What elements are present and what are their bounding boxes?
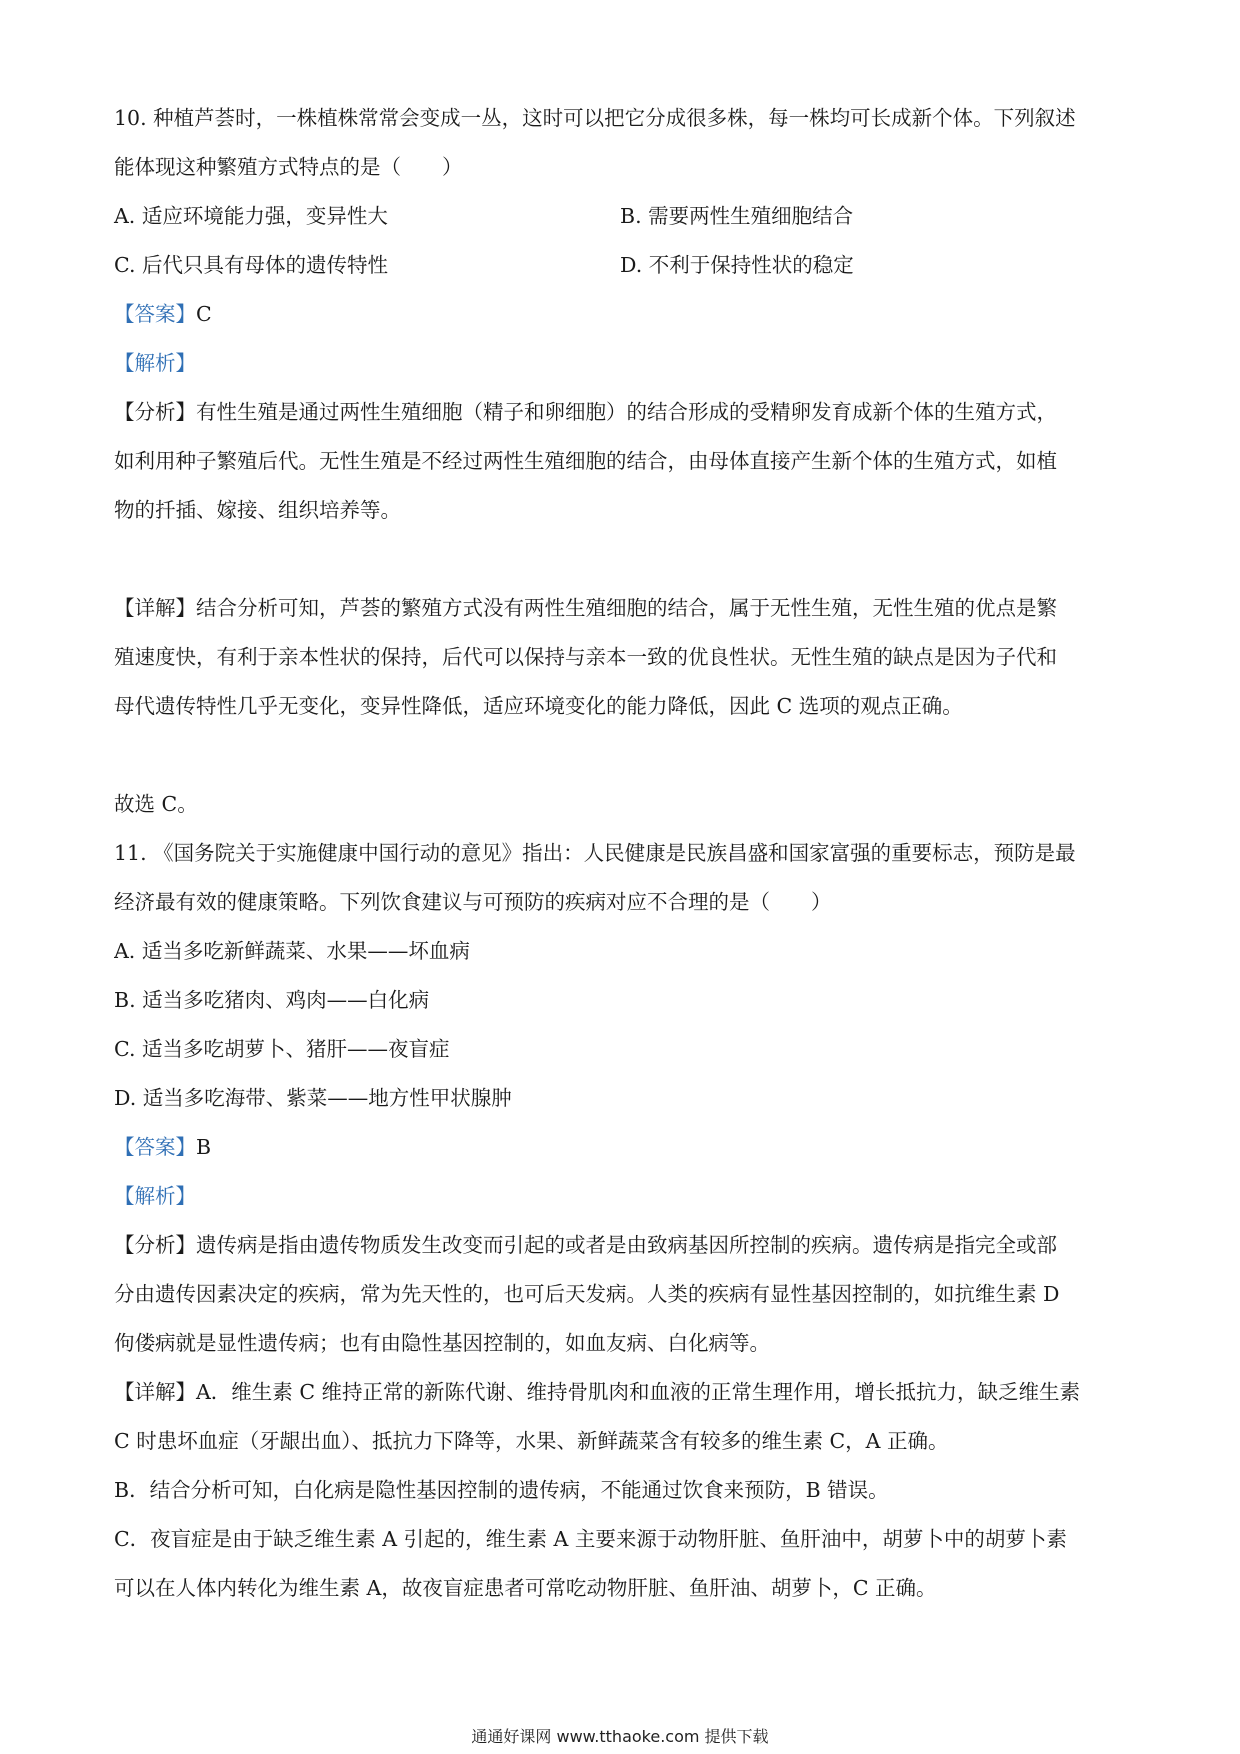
analysis-tag: 【分析】 — [114, 400, 196, 424]
detail-text: 结合分析可知，芦荟的繁殖方式没有两性生殖细胞的结合，属于无性生殖，无性生殖的优点是繁 — [196, 596, 1057, 620]
q10-option-c: C. 后代只具有母体的遗传特性 — [114, 253, 388, 277]
q10-jiexi-tag: 【解析】 — [114, 351, 196, 375]
detail-tag: 【详解】 — [114, 1380, 196, 1404]
q11-detail-b: B．结合分析可知，白化病是隐性基因控制的遗传病，不能通过饮食来预防，B 错误。 — [114, 1478, 889, 1502]
q11-option-b: B. 适当多吃猪肉、鸡肉——白化病 — [114, 988, 430, 1012]
answer-tag: 【答案】 — [114, 302, 196, 326]
q10-detail-line1 — [114, 593, 1134, 623]
answer-tag: 【答案】 — [114, 1135, 196, 1159]
q10-analysis-line3: 物的扦插、嫁接、组织培养等。 — [114, 498, 401, 522]
q11-option-a: A. 适当多吃新鲜蔬菜、水果——坏血病 — [114, 939, 470, 963]
q10-analysis-line2: 如利用种子繁殖后代。无性生殖是不经过两性生殖细胞的结合，由母体直接产生新个体的生殖方式，如植 — [114, 449, 1057, 473]
q10-analysis-line1 — [114, 397, 1134, 427]
detail-text: A．维生素 C 维持正常的新陈代谢、维持骨肌肉和血液的正常生理作用，增长抵抗力，缺乏维生素 — [196, 1380, 1081, 1404]
q10-stem-line2: 能体现这种繁殖方式特点的是（ ） — [114, 155, 463, 179]
q10-option-d: D. 不利于保持性状的稳定 — [620, 253, 854, 277]
q11-detail-c-line2: 可以在人体内转化为维生素 A，故夜盲症患者可常吃动物肝脏、鱼肝油、胡萝卜，C 正确。 — [114, 1576, 937, 1600]
q11-answer — [114, 1132, 1134, 1162]
q11-stem-line1: 11. 《国务院关于实施健康中国行动的意见》指出：人民健康是民族昌盛和国家富强的重要标志，预防是最 — [114, 841, 1076, 865]
analysis-text: 有性生殖是通过两性生殖细胞（精子和卵细胞）的结合形成的受精卵发育成新个体的生殖方式， — [196, 400, 1057, 424]
q10-option-a: A. 适应环境能力强，变异性大 — [114, 204, 388, 228]
q11-option-c: C. 适当多吃胡萝卜、猪肝——夜盲症 — [114, 1037, 450, 1061]
analysis-text: 遗传病是指由遗传物质发生改变而引起的或者是由致病基因所控制的疾病。遗传病是指完全或部 — [196, 1233, 1057, 1257]
q11-jiexi-tag: 【解析】 — [114, 1184, 196, 1208]
page-footer: 通通好课网 www.tthaoke.com 提供下载 — [471, 1727, 769, 1746]
answer-value: B — [196, 1135, 212, 1159]
q11-option-d: D. 适当多吃海带、紫菜——地方性甲状腺肿 — [114, 1086, 512, 1110]
analysis-tag: 【分析】 — [114, 1233, 196, 1257]
q11-analysis-line1 — [114, 1230, 1134, 1260]
q10-option-b: B. 需要两性生殖细胞结合 — [620, 204, 854, 228]
answer-value: C — [196, 302, 212, 326]
detail-tag: 【详解】 — [114, 596, 196, 620]
q11-analysis-line2: 分由遗传因素决定的疾病，常为先天性的，也可后天发病。人类的疾病有显性基因控制的，如抗维生素 D — [114, 1282, 1060, 1306]
q11-detail-a-line2: C 时患坏血症（牙龈出血）、抵抗力下降等，水果、新鲜蔬菜含有较多的维生素 C，A 正确。 — [114, 1429, 949, 1453]
q11-analysis-line3: 佝偻病就是显性遗传病；也有由隐性基因控制的，如血友病、白化病等。 — [114, 1331, 770, 1355]
q10-detail-line3: 母代遗传特性几乎无变化，变异性降低，适应环境变化的能力降低，因此 C 选项的观点正确。 — [114, 694, 963, 718]
q10-detail-line2: 殖速度快，有利于亲本性状的保持，后代可以保持与亲本一致的优良性状。无性生殖的缺点是因为子代和 — [114, 645, 1057, 669]
q11-detail-c-line1: C．夜盲症是由于缺乏维生素 A 引起的，维生素 A 主要来源于动物肝脏、鱼肝油中，胡萝卜中的胡萝卜素 — [114, 1527, 1067, 1551]
q10-answer — [114, 299, 1134, 329]
q11-stem-line2: 经济最有效的健康策略。下列饮食建议与可预防的疾病对应不合理的是（ ） — [114, 890, 832, 914]
q10-stem-line1: 10. 种植芦荟时，一株植株常常会变成一丛，这时可以把它分成很多株，每一株均可长成新个体。下列叙述 — [114, 106, 1076, 130]
q11-detail-a-line1 — [114, 1377, 1134, 1407]
q10-conclusion: 故选 C。 — [114, 792, 198, 816]
